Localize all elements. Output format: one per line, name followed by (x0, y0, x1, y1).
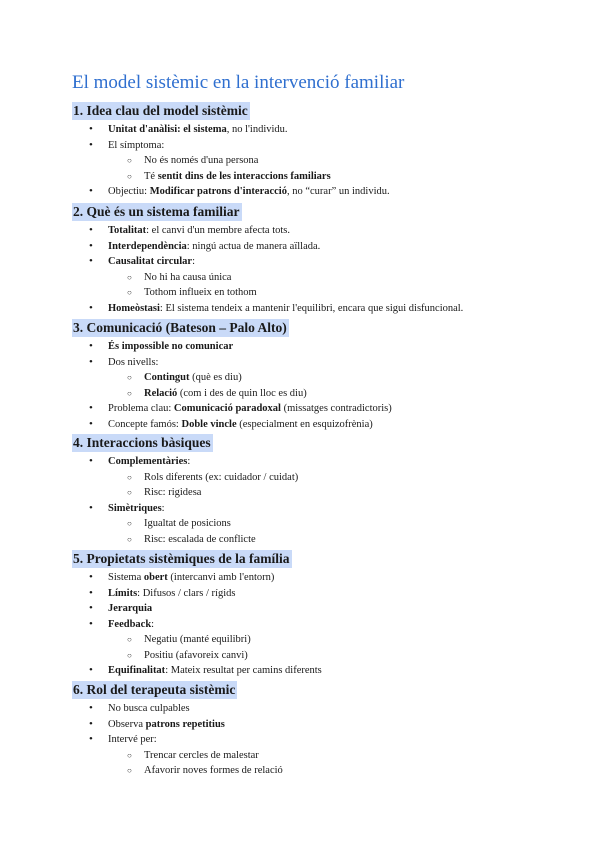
item-text: (com i des de quin lloc es diu) (177, 387, 307, 399)
item-text: : (187, 456, 191, 467)
item-text: Concepte famós: (108, 418, 182, 430)
item-text: : (192, 256, 196, 267)
item-text: Sistema (108, 572, 144, 583)
sub-list-item (72, 532, 580, 548)
item-text: No busca culpables (108, 703, 190, 714)
bold-text: Relació (144, 387, 178, 399)
item-text: , no “curar” un individu. (286, 186, 390, 197)
bold-text: Jerarquia (108, 603, 153, 614)
bullet-list (72, 454, 580, 547)
section-heading: 5. Propietats sistèmiques de la família (73, 551, 290, 566)
sub-list-item (72, 648, 580, 664)
item-text: : el canvi d'un membre afecta tots. (146, 225, 291, 236)
list-item (72, 401, 580, 417)
section-heading: 3. Comunicació (Bateson – Palo Alto) (73, 320, 287, 335)
sub-list-item (72, 370, 580, 386)
sub-list-item (72, 270, 580, 286)
bold-text: Comunicació paradoxal (173, 403, 281, 414)
sub-list-item (72, 763, 580, 779)
list-item (72, 617, 580, 633)
item-text: No hi ha causa única (144, 271, 232, 283)
item-text: Té (144, 170, 158, 182)
section-heading: 1. Idea clau del model sistèmic (73, 103, 248, 118)
item-text: : Difusos / clars / rígids (137, 587, 236, 599)
item-text: Afavorir noves formes de relació (144, 765, 283, 776)
bold-text: patrons repetitius (145, 718, 225, 730)
item-text: Risc: escalada de conflicte (144, 533, 256, 545)
item-text: Intervé per: (108, 734, 157, 745)
sub-list-item (72, 516, 580, 532)
item-text: (intercanvi amb l'entorn) (167, 572, 275, 583)
bold-text: Unitat d'anàlisi: el sistema (108, 124, 227, 135)
item-text: No és només d'una persona (144, 155, 259, 166)
item-text: (què es diu) (189, 372, 242, 383)
list-item (72, 355, 580, 371)
bold-text: Complementàries (108, 456, 188, 467)
bold-text: Totalitat (108, 225, 147, 236)
list-item (72, 339, 580, 355)
item-text: : ningú actua de manera aïllada. (186, 240, 321, 252)
item-text: , no l'individu. (226, 124, 288, 135)
list-item (72, 138, 580, 154)
item-text: Positiu (afavoreix canvi) (144, 649, 248, 661)
bullet-list (72, 223, 580, 316)
bold-text: Equifinalitat (108, 665, 166, 676)
bold-text: Homeòstasi (108, 302, 160, 314)
item-text: Negatiu (manté equilibri) (144, 634, 251, 645)
section-heading: 4. Interaccions bàsiques (73, 435, 211, 450)
section-4 (72, 434, 580, 547)
list-item (72, 417, 580, 433)
section-2 (72, 203, 580, 316)
document-title: El model sistèmic en la intervenció familiar (72, 72, 405, 93)
bullet-list (72, 701, 580, 779)
bullet-list (72, 339, 580, 432)
sub-list-item (72, 285, 580, 301)
list-item (72, 663, 580, 679)
bold-text: Interdependència (108, 240, 187, 252)
item-text: Dos nivells: (108, 356, 159, 368)
bold-text: Modificar patrons d'interacció (149, 186, 287, 197)
item-text: Igualtat de posicions (144, 518, 231, 529)
section-heading: 2. Què és un sistema familiar (73, 204, 240, 219)
section-heading: 6. Rol del terapeuta sistèmic (73, 682, 236, 697)
bold-text: Doble vincle (181, 418, 237, 430)
item-text: : El sistema tendeix a mantenir l'equilibri, encara que sigui disfuncional. (159, 302, 464, 314)
item-text: : Mateix resultat per camins diferents (165, 665, 322, 676)
item-text: Problema clau: (108, 403, 174, 414)
item-text: Tothom influeix en tothom (144, 287, 257, 298)
bold-text: Límits (108, 587, 138, 599)
item-text: Rols diferents (ex: cuidador / cuidat) (144, 471, 299, 483)
item-text: Objectiu: (108, 186, 150, 197)
sub-list-item (72, 169, 580, 185)
list-item (72, 732, 580, 748)
sub-list-item (72, 748, 580, 764)
list-item (72, 122, 580, 138)
list-item (72, 717, 580, 733)
bold-text: Simètriques (108, 502, 162, 514)
list-item (72, 239, 580, 255)
bullet-list (72, 570, 580, 679)
bold-text: Causalitat circular (108, 256, 193, 267)
bold-text: Contingut (144, 372, 190, 383)
list-item (72, 223, 580, 239)
item-text: El símptoma: (108, 139, 165, 151)
list-item (72, 254, 580, 270)
sub-list-item (72, 386, 580, 402)
list-item (72, 570, 580, 586)
section-5 (72, 550, 580, 679)
item-text: : (161, 502, 165, 514)
sub-list-item (72, 153, 580, 169)
item-text: Trencar cercles de malestar (144, 749, 259, 761)
section-3 (72, 319, 580, 432)
sub-list-item (72, 632, 580, 648)
item-text: : (151, 618, 155, 630)
bold-text: Feedback (108, 618, 152, 630)
bold-text: sentit dins de les interaccions familiars (157, 170, 331, 182)
item-text: (especialment en esquizofrènia) (236, 418, 373, 430)
list-item (72, 184, 580, 200)
item-text: Observa (108, 718, 146, 730)
list-item (72, 454, 580, 470)
bullet-list (72, 122, 580, 200)
list-item (72, 301, 580, 317)
list-item (72, 701, 580, 717)
section-6 (72, 681, 580, 779)
item-text: Risc: rigidesa (144, 487, 202, 498)
bold-text: obert (143, 572, 168, 583)
sub-list-item (72, 485, 580, 501)
section-1 (72, 102, 580, 200)
sub-list-item (72, 470, 580, 486)
list-item (72, 501, 580, 517)
bold-text: És impossible no comunicar (108, 341, 234, 352)
item-text: (missatges contradictoris) (280, 403, 392, 414)
list-item (72, 586, 580, 602)
list-item (72, 601, 580, 617)
